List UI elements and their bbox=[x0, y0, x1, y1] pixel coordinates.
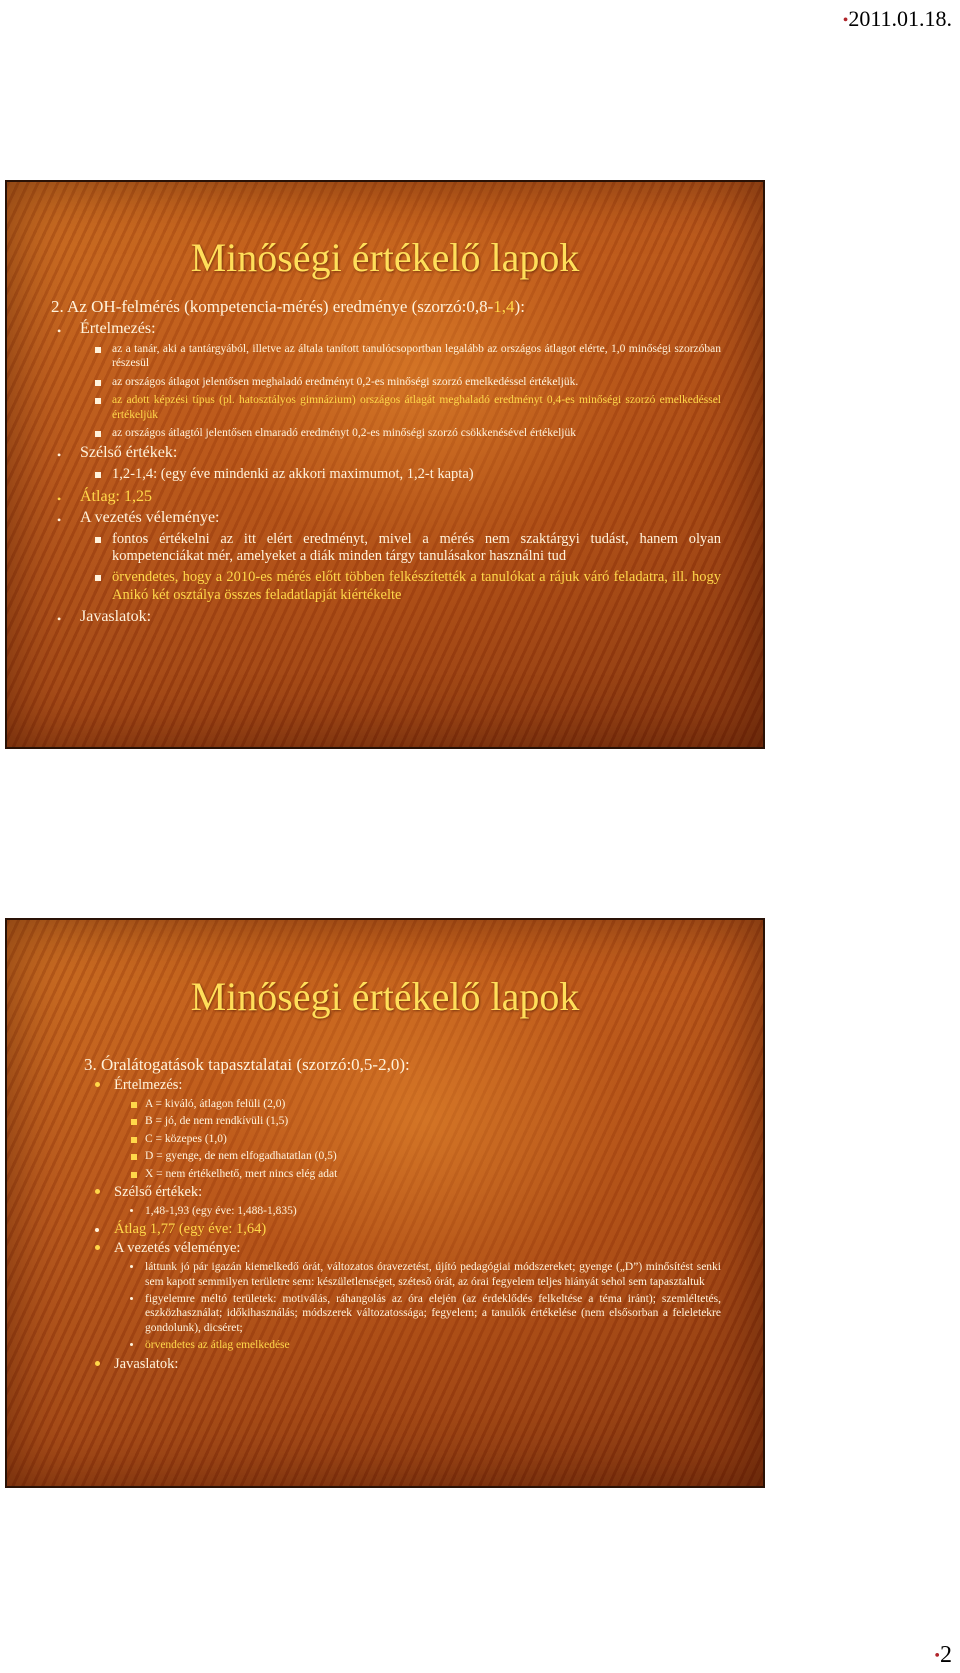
ertelmezes-label: • Értelmezés: bbox=[7, 320, 763, 338]
slide-2-content bbox=[7, 1055, 763, 1375]
list-item: láttunk jó pár igazán kiemelkedő órát, változatos óravezetést, újító pedagógiai módszereket; gyenge („D”) minősítést senki sem kapott semmilyen területre sem: készületlenséget, szétesõ órát, az órai fegyelem teljes hiányát sehol sem tapasztaltuk bbox=[7, 1260, 763, 1289]
heading-suffix: ): bbox=[514, 297, 525, 316]
javaslatok-label: • Javaslatok: bbox=[7, 608, 763, 626]
heading-highlight: 1,4 bbox=[493, 297, 515, 316]
list-item: az a tanár, aki a tantárgyából, illetve az általa tanított tanulócsoportban legalább az országos átlagot elérte, 1,0 minőségi szorzóban részesül bbox=[7, 342, 763, 371]
list-item: D = gyenge, de nem elfogadhatatlan (0,5) bbox=[7, 1149, 763, 1163]
list-item: C = közepes (1,0) bbox=[7, 1132, 763, 1146]
list-item: az adott képzési típus (pl. hatosztályos gimnázium) országos átlagát meghaladó eredményt 0,4-es minőségi szorzó emelkedéssel értékeljük bbox=[7, 393, 763, 422]
atlag-text: Átlag 1,77 (egy éve: 1,64) bbox=[7, 1221, 763, 1238]
header-date bbox=[843, 6, 952, 32]
slide-1-content bbox=[7, 297, 763, 629]
slide-1-title: Minőségi értékelő lapok bbox=[190, 235, 580, 280]
vezetes-label: A vezetés véleménye: bbox=[7, 1240, 763, 1257]
list-item: A = kiváló, átlagon felüli (2,0) bbox=[7, 1097, 763, 1111]
list-item: B = jó, de nem rendkívüli (1,5) bbox=[7, 1114, 763, 1128]
heading-prefix: 2. Az OH-felmérés (kompetencia-mérés) eredménye (szorzó:0,8- bbox=[51, 297, 494, 316]
bullet-dot-icon: • bbox=[934, 1647, 940, 1665]
list-item: 1,48-1,93 (egy éve: 1,488-1,835) bbox=[7, 1204, 763, 1218]
vezetes-label: • A vezetés véleménye: bbox=[7, 509, 763, 527]
slide-2-heading: 3. Óralátogatások tapasztalatai (szorzó:0,5-2,0): bbox=[84, 1055, 410, 1074]
slide-1 bbox=[5, 180, 765, 749]
list-item: 1,2-1,4: (egy éve mindenki az akkori maximumot, 1,2-t kapta) bbox=[7, 466, 763, 483]
ertelmezes-label: Értelmezés: bbox=[7, 1077, 763, 1094]
list-item: az országos átlagtól jelentősen elmaradó eredményt 0,2-es minőségi szorzó csökkenésével értékeljük bbox=[7, 426, 763, 440]
list-item: fontos értékelni az itt elért eredményt, mivel a mérés nem szaktárgyi tudást, hanem olyan kompetenciákat mér, amelyeket a diák minden tárgy tanulásakor használni tud bbox=[7, 531, 763, 566]
list-item: figyelemre méltó területek: motiválás, ráhangolás az óra elején (az érdeklődés felkeltése a téma iránt); szemléltetés, eszközhasználat; időkihasználás; módszerek változatossága; fegyelem; a tanulók értékelése (nem elsősorban a feleletekre gondolunk), dicséret; bbox=[7, 1292, 763, 1335]
list-item: X = nem értékelhető, mert nincs elég adat bbox=[7, 1167, 763, 1181]
atlag-text: • Átlag: 1,25 bbox=[7, 488, 763, 506]
javaslatok-label: Javaslatok: bbox=[7, 1356, 763, 1373]
szelso-label: Szélső értékek: bbox=[7, 1184, 763, 1201]
bullet-dot-icon: • bbox=[842, 11, 849, 29]
slide-2 bbox=[5, 918, 765, 1488]
list-item: örvendetes, hogy a 2010-es mérés előtt többen felkészítették a tanulókat a rájuk váró feladatra, ill. hogy Anikó két osztálya összes feladatlapját kiértékelte bbox=[7, 569, 763, 604]
szelso-label: • Szélső értékek: bbox=[7, 444, 763, 462]
page-number-text: 2 bbox=[940, 1642, 952, 1668]
header-date-text: 2011.01.18. bbox=[848, 6, 952, 31]
page-number bbox=[934, 1642, 952, 1669]
list-item: az országos átlagot jelentősen meghaladó eredményt 0,2-es minőségi szorzó emelkedéssel értékeljük. bbox=[7, 375, 763, 389]
slide-2-title: Minőségi értékelő lapok bbox=[190, 974, 580, 1019]
list-item: örvendetes az átlag emelkedése bbox=[7, 1338, 763, 1352]
slide-1-heading bbox=[51, 297, 763, 317]
